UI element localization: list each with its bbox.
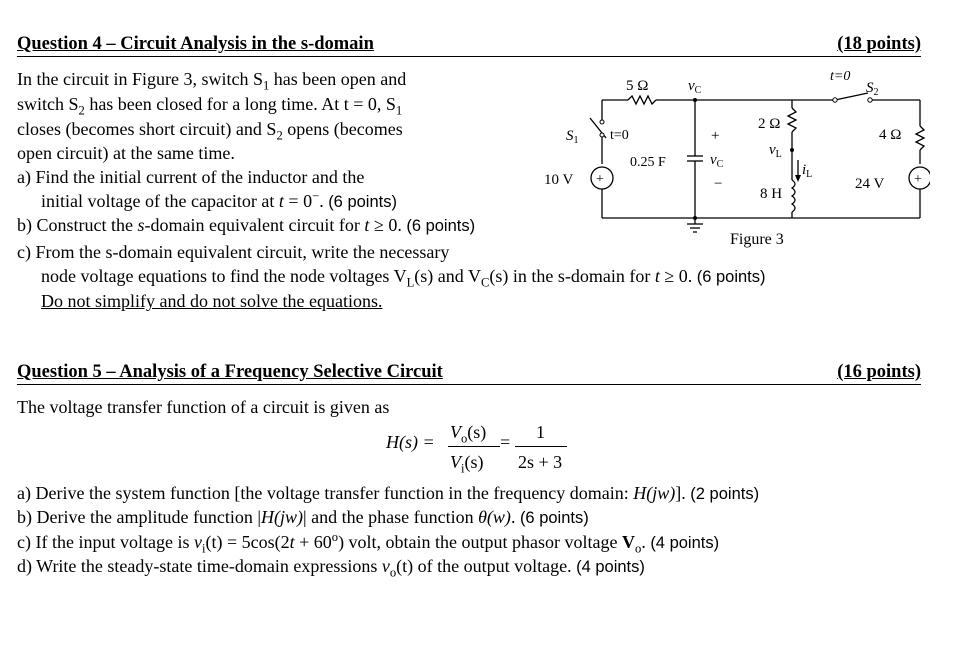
q4-intro-line-2: switch $S_2$ has been closed for a long time. At t = 0, $S_1$ (17, 94, 403, 118)
q5-equation-lhs: H(s) = (386, 432, 435, 452)
circuit-figure-3 (530, 60, 930, 255)
label-10v: 10 V (544, 172, 574, 188)
q4-intro-line-4: open circuit) at the same time. (17, 143, 235, 163)
label-vc-cap: $v_C$ (710, 152, 724, 170)
label-10v-plus: + (596, 172, 604, 187)
q4-intro-line-3: closes (becomes short circuit) and $S_2$ opens (becomes (17, 119, 403, 143)
fraction-bar-1 (448, 446, 500, 447)
q5-part-d-points: (4 points) (576, 558, 645, 576)
q5-part-d: d) Write the steady-state time-domain expressions $v_o(t)$ of the output voltage. (4 points) (17, 556, 645, 580)
q4-part-c-points: (6 points) (696, 268, 766, 286)
q5-equation-frac2-den: 2s + 3 (518, 452, 563, 472)
q5-part-b: b) Derive the amplitude function |H(jw)| and the phase function θ(w). (6 points) (17, 507, 589, 527)
q5-part-b-points: (6 points) (519, 509, 589, 527)
label-t0-s1: t=0 (610, 128, 629, 143)
resistor-4ohm (916, 126, 924, 150)
q5-equation-eq: = (500, 432, 511, 452)
q5-heading (17, 362, 921, 385)
label-t0-s2: t=0 (830, 69, 851, 84)
q4-intro-line-1: In the circuit in Figure 3, switch $S_1$ has been open and (17, 69, 407, 93)
label-capacitor: 0.25 F (630, 155, 666, 170)
q5-equation-frac1-den: $V_i(s)$ (450, 452, 484, 476)
q4-part-c-line-3: Do not simplify and do not solve the equations. (41, 291, 383, 311)
q5-equation-frac1-num: $V_o(s)$ (450, 422, 487, 446)
q4-part-a-points: (6 points) (328, 193, 397, 211)
q5-points: (16 points) (837, 362, 921, 382)
label-5ohm: 5 Ω (626, 78, 649, 94)
label-2ohm: 2 Ω (758, 116, 781, 132)
label-24v: 24 V (855, 176, 885, 192)
label-plus: + (711, 128, 720, 144)
label-8h: 8 H (760, 186, 783, 202)
switch-s2 (835, 93, 868, 100)
q5-part-c-points: (4 points) (650, 534, 720, 552)
label-4ohm: 4 Ω (879, 127, 902, 143)
q4-title: Question 4 – Circuit Analysis in the s-domain (17, 34, 374, 54)
q5-equation-frac2-num: 1 (536, 422, 545, 442)
q5-part-a-points: (2 points) (690, 485, 760, 503)
q4-part-b-points: (6 points) (406, 217, 476, 235)
label-il: $i_L$ (802, 162, 813, 180)
resistor-5ohm (628, 96, 656, 104)
label-24v-plus: + (914, 172, 922, 187)
inductor-8h (792, 180, 795, 212)
q4-part-b: b) Construct the s-domain equivalent circuit for t ≥ 0. (6 points) (17, 215, 476, 235)
q5-intro: The voltage transfer function of a circuit is given as (17, 397, 390, 417)
il-arrow-icon (795, 175, 801, 182)
q4-part-c-line-2: node voltage equations to find the node voltages $V_L(s)$ and $V_C(s)$ in the s-domain for t ≥ 0. (6 points) (41, 266, 766, 290)
label-vl: $v_L$ (769, 142, 782, 160)
label-minus: − (714, 176, 723, 192)
label-s2: $S_2$ (866, 80, 879, 98)
q4-points: (18 points) (837, 34, 921, 54)
fraction-bar-2 (515, 446, 567, 447)
resistor-2ohm (788, 108, 796, 132)
label-vc-node: $v_C$ (688, 78, 702, 96)
figure-caption: Figure 3 (730, 231, 784, 248)
q5-title: Question 5 – Analysis of a Frequency Selective Circuit (17, 362, 443, 382)
label-s1: $S_1$ (566, 128, 579, 146)
q4-part-c-line-1: c) From the s-domain equivalent circuit, write the necessary (17, 242, 450, 262)
q4-part-a-line-1: a) Find the initial current of the inductor and the (17, 167, 365, 187)
q4-part-a-line-2: initial voltage of the capacitor at t = 0−. (6 points) (41, 189, 397, 211)
q4-heading (17, 34, 921, 57)
q5-part-a: a) Derive the system function [the voltage transfer function in the frequency domain: H(jw)]. (2 points) (17, 483, 760, 503)
q5-part-c: c) If the input voltage is $v_i(t) = 5\cos(2t + 60^o)$ volt, obtain the output phasor voltage $V_o$. (4 points) (17, 530, 720, 556)
